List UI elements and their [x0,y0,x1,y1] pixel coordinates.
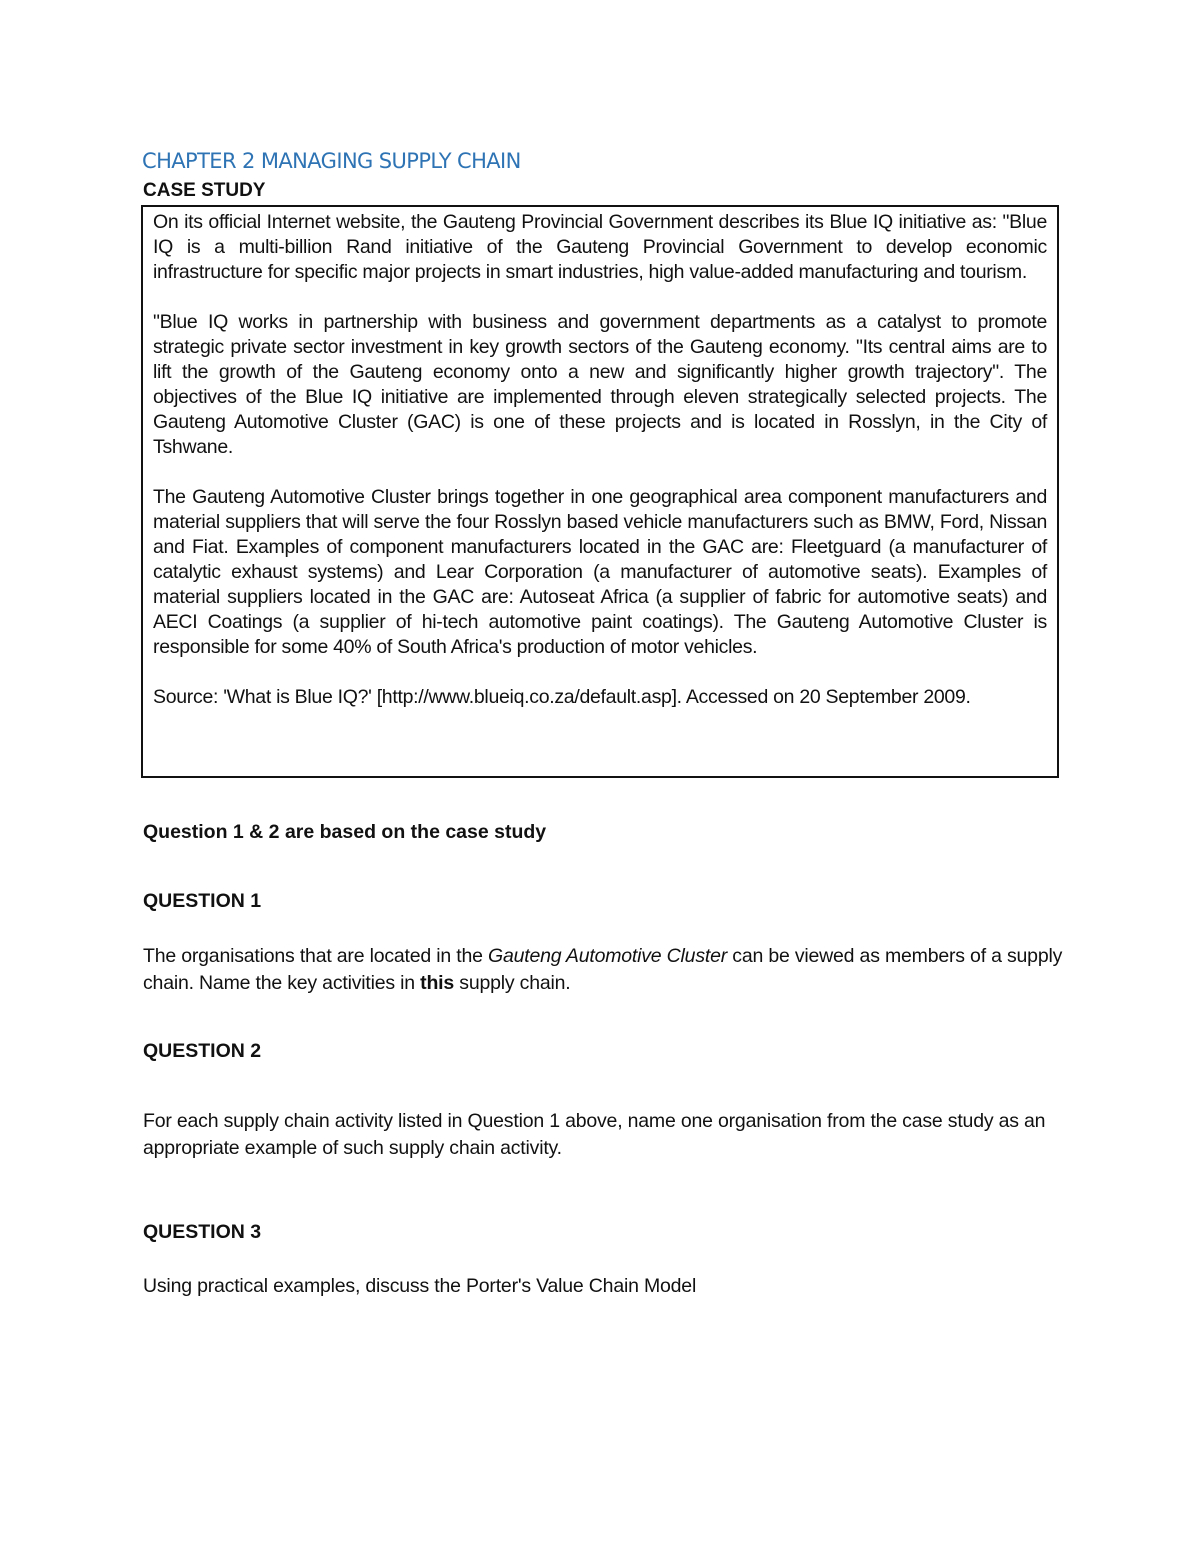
question-1-text-start: The organisations that are located in the [143,945,488,967]
question-2-heading: QUESTION 2 [143,1040,262,1062]
question-1-text-middle: can be viewed as members of a supply chain. Name the key activities in [143,945,1063,994]
question-1-italic-term: Gauteng Automotive Cluster [488,945,728,967]
case-study-source: Source: 'What is Blue IQ?' [http://www.blueiq.co.za/default.asp]. Accessed on 20 September 2009. [153,686,971,708]
question-3-heading: QUESTION 3 [143,1221,262,1243]
question-1-bold-term: this [420,972,455,994]
question-2-text: For each supply chain activity listed in Question 1 above, name one organisation from the case study as an appropriate example of such supply chain activity. [143,1110,1046,1159]
case-study-box [141,205,1059,778]
chapter-title: CHAPTER 2 MANAGING SUPPLY CHAIN [142,149,521,173]
case-study-paragraph-1: On its official Internet website, the Gauteng Provincial Government describes its Blue IQ initiative as: "Blue IQ is a multi-billion Rand initiative of the Gauteng Provincial Government to develop economic infrastructure for specific major projects in smart industries, high value-added manufacturing and tourism. [153,211,1047,283]
case-study-paragraph-3: The Gauteng Automotive Cluster brings together in one geographical area component manufacturers and material suppliers that will serve the four Rosslyn based vehicle manufacturers such as BMW, Ford, Nissan and Fiat. Examples of component manufacturers located in the GAC are: Fleetguard (a manufacturer of catalytic exhaust systems) and Lear Corporation (a manufacturer of automotive seats). Examples of material suppliers located in the GAC are: Autoseat Africa (a supplier of fabric for automotive seats) and AECI Coatings (a supplier of hi-tech automotive paint coatings). The Gauteng Automotive Cluster is responsible for some 40% of South Africa's production of motor vehicles. [153,486,1047,658]
question-1-text-end: supply chain. [454,972,571,994]
question-1-heading: QUESTION 1 [143,890,262,912]
question-3-text: Using practical examples, discuss the Porter's Value Chain Model [143,1275,697,1297]
case-study-paragraph-2: "Blue IQ works in partnership with business and government departments as a catalyst to promote strategic private sector investment in key growth sectors of the Gauteng economy. "Its central aims are to lift the growth of the Gauteng economy onto a new and significantly higher growth trajectory". The objectives of the Blue IQ initiative are implemented through eleven strategically selected projects. The Gauteng Automotive Cluster (GAC) is one of these projects and is located in Rosslyn, in the City of Tshwane. [153,311,1047,458]
case-study-heading: CASE STUDY [143,180,266,201]
questions-intro: Question 1 & 2 are based on the case study [143,821,547,843]
question-1-text [143,943,1063,997]
